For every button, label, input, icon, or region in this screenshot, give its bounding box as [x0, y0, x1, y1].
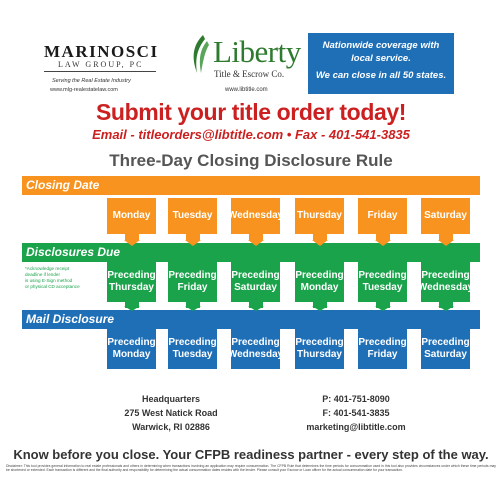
closing-day-label: Monday: [112, 210, 151, 221]
mail-disclosure-box: [107, 329, 156, 369]
closing-date-label: Closing Date: [26, 178, 100, 192]
note-line-3: is using E-Sign method: [25, 278, 73, 283]
closing-arrow-icon: [248, 240, 264, 246]
headquarters-block: [116, 392, 226, 434]
phone-number: P: 401-751-8090: [322, 394, 390, 404]
mail-disclosure-top: Preceding: [168, 337, 217, 348]
hq-address: 275 West Natick Road: [124, 408, 218, 418]
coverage-line-1b: local service.: [351, 53, 411, 64]
disclosure-due-box: [358, 262, 407, 302]
closing-arrow-icon: [124, 240, 140, 246]
mail-disclosure-box: [358, 329, 407, 369]
mail-disclosure-bottom: Monday: [112, 349, 151, 360]
disclosure-arrow-icon: [375, 306, 391, 311]
disclosure-due-top: Preceding: [421, 270, 470, 281]
disclosure-due-top: Preceding: [358, 270, 407, 281]
mail-disclosure-bottom: Wednesday: [227, 349, 284, 360]
mail-disclosure-top: Preceding: [421, 337, 470, 348]
closing-day-label: Tuesday: [172, 210, 213, 221]
submit-headline: Submit your title order today!: [95, 99, 407, 125]
closing-day-box: [358, 198, 407, 234]
mail-disclosure-top: Preceding: [231, 337, 280, 348]
closing-day-box: [227, 198, 284, 234]
liberty-url: www.libtitle.com: [225, 87, 268, 93]
mail-disclosure-box: [421, 329, 470, 369]
disclosure-due-bottom: Thursday: [108, 282, 154, 293]
disclosures-due-label: Disclosures Due: [26, 245, 121, 259]
closing-date-band: [22, 176, 480, 195]
coverage-box: [308, 33, 454, 94]
note-line-1: *Acknowledge receipt: [25, 266, 70, 271]
mail-disclosure-band: [22, 310, 480, 329]
mail-disclosure-box: [227, 329, 284, 369]
marinosci-url: www.mlg-realestatelaw.com: [50, 87, 118, 93]
disclosure-due-bottom: Monday: [300, 282, 339, 293]
hq-city: Warwick, RI 02886: [132, 422, 210, 432]
disclosure-due-box: [417, 262, 474, 302]
mail-disclosure-bottom: Tuesday: [172, 349, 213, 360]
liberty-leaf-icon: [189, 33, 211, 77]
mail-disclosure-bottom: Thursday: [296, 349, 342, 360]
disclosure-due-top: Preceding: [231, 270, 280, 281]
marinosci-divider: [44, 71, 156, 72]
mail-disclosure-label: Mail Disclosure: [26, 312, 115, 326]
disclaimer: Disclaimer: This tool provides general information to real estate professionals and others in determining when transactions involving an application may require consummation. The CFPB Rule that determines the time periods for consummation used in this tool also provides circumstances under which these time periods may be shortened or extended. Each transaction is different and the final authority and responsibility for determining the actual consummation dates resides with the lender. Please consult your Escrow or Loan officer for the actual consummation date for your transaction.: [6, 464, 496, 473]
contact-block: [296, 392, 416, 434]
marinosci-logo-sub: LAW GROUP, PC: [58, 60, 144, 69]
disclosure-due-top: Preceding: [168, 270, 217, 281]
mail-disclosure-bottom: Friday: [367, 349, 398, 360]
marketing-email[interactable]: marketing@libtitle.com: [306, 422, 406, 432]
contact-line: Email - titleorders@libtitle.com • Fax - 401-541-3835: [92, 127, 410, 142]
disclosure-arrow-icon: [124, 306, 140, 311]
coverage-line-1: Nationwide coverage with: [322, 40, 440, 51]
closing-day-label: Saturday: [424, 210, 467, 221]
disclosure-due-box: [107, 262, 156, 302]
slogan: Know before you close. Your CFPB readiness partner - every step of the way.: [13, 447, 489, 462]
closing-arrow-icon: [312, 240, 328, 246]
marinosci-logo-name: MARINOSCI: [44, 42, 159, 61]
liberty-logo-name: Liberty: [213, 34, 301, 69]
disclosure-arrow-icon: [438, 306, 454, 311]
disclosure-arrow-icon: [248, 306, 264, 311]
fax-number: F: 401-541-3835: [322, 408, 390, 418]
marinosci-tagline: Serving the Real Estate Industry: [52, 78, 131, 84]
disclosure-due-top: Preceding: [107, 270, 156, 281]
disclosure-due-box: [231, 262, 280, 302]
disclosure-due-bottom: Saturday: [234, 282, 277, 293]
disclosure-due-bottom: Tuesday: [362, 282, 403, 293]
acknowledge-note: [25, 266, 100, 290]
mail-disclosure-box: [168, 329, 217, 369]
closing-day-box: [107, 198, 156, 234]
coverage-line-2: We can close in all 50 states.: [315, 70, 447, 81]
mail-disclosure-top: Preceding: [107, 337, 156, 348]
disclosure-due-bottom: Friday: [177, 282, 208, 293]
disclosure-arrow-icon: [312, 306, 328, 311]
mail-disclosure-bottom: Saturday: [424, 349, 467, 360]
closing-day-label: Wednesday: [227, 210, 284, 221]
disclosure-due-bottom: Wednesday: [417, 282, 474, 293]
liberty-logo-sub: Title & Escrow Co.: [214, 69, 285, 79]
closing-day-label: Friday: [367, 210, 398, 221]
mail-disclosure-top: Preceding: [358, 337, 407, 348]
disclosure-due-box: [168, 262, 217, 302]
closing-day-box: [421, 198, 470, 234]
mail-disclosure-box: [295, 329, 344, 369]
disclosure-due-box: [295, 262, 344, 302]
note-line-2: deadline if lender: [25, 272, 60, 277]
closing-day-box: [168, 198, 217, 234]
note-line-4: or physical CD acceptance: [25, 284, 80, 289]
disclosure-due-top: Preceding: [295, 270, 344, 281]
closing-day-label: Thursday: [296, 210, 342, 221]
mail-disclosure-top: Preceding: [295, 337, 344, 348]
closing-arrow-icon: [438, 240, 454, 246]
closing-arrow-icon: [185, 240, 201, 246]
closing-arrow-icon: [375, 240, 391, 246]
disclosure-arrow-icon: [185, 306, 201, 311]
rule-title: Three-Day Closing Disclosure Rule: [109, 151, 393, 170]
closing-day-box: [295, 198, 344, 234]
hq-title: Headquarters: [141, 394, 201, 404]
